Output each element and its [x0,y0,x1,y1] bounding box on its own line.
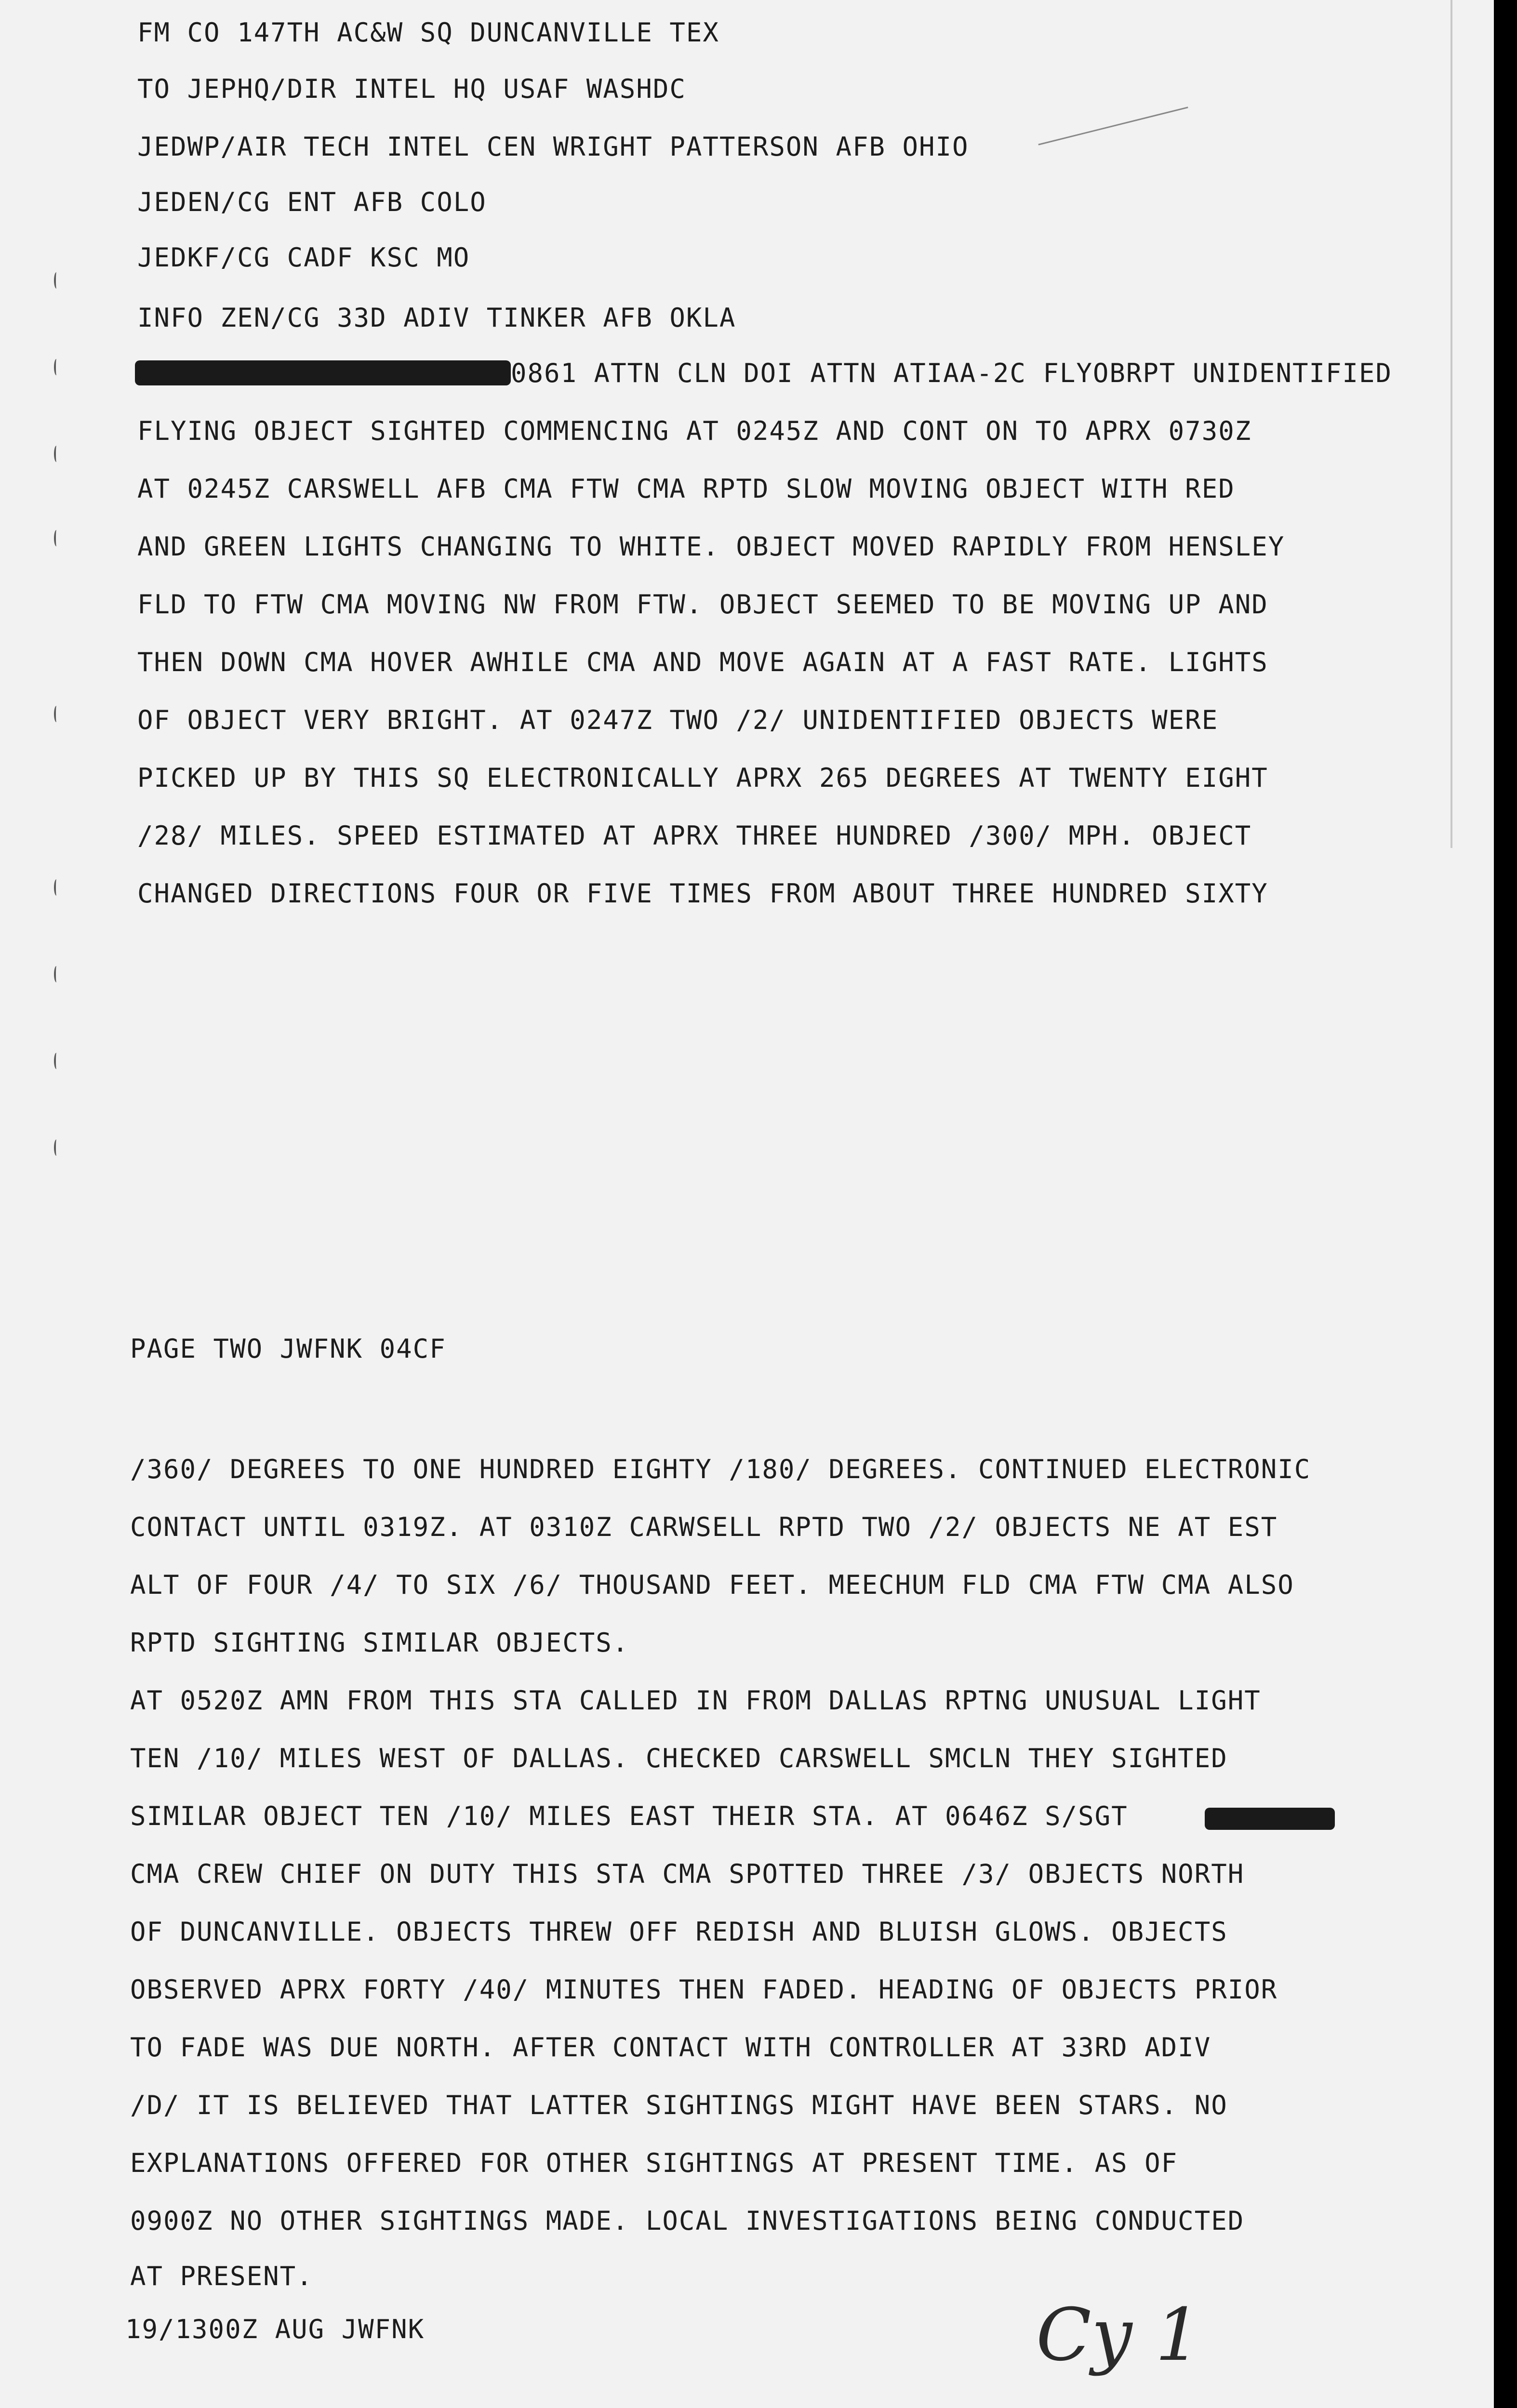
body-line: AT 0520Z AMN FROM THIS STA CALLED IN FROM DALLAS RPTNG UNUSUAL LIGHT [130,1685,1261,1716]
margin-mark [54,446,59,462]
body-line: /28/ MILES. SPEED ESTIMATED AT APRX THREE HUNDRED /300/ MPH. OBJECT [137,820,1252,851]
body-line: /360/ DEGREES TO ONE HUNDRED EIGHTY /180/ DEGREES. CONTINUED ELECTRONIC [130,1454,1311,1484]
body-line: AT 0245Z CARSWELL AFB CMA FTW CMA RPTD SLOW MOVING OBJECT WITH RED [137,474,1235,504]
body-line: FLYING OBJECT SIGHTED COMMENCING AT 0245Z AND CONT ON TO APRX 0730Z [137,416,1252,446]
body-line: CHANGED DIRECTIONS FOUR OR FIVE TIMES FROM ABOUT THREE HUNDRED SIXTY [137,878,1268,909]
to-line: TO JEPHQ/DIR INTEL HQ USAF WASHDC [137,74,686,104]
margin-mark [54,706,59,722]
body-line: CONTACT UNTIL 0319Z. AT 0310Z CARWSELL RPTD TWO /2/ OBJECTS NE AT EST [130,1512,1278,1542]
body-line: OF DUNCANVILLE. OBJECTS THREW OFF REDISH AND BLUISH GLOWS. OBJECTS [130,1917,1228,1947]
body-line: CMA CREW CHIEF ON DUTY THIS STA CMA SPOTTED THREE /3/ OBJECTS NORTH [130,1859,1245,1889]
handwritten-signature: Cy 1 [1036,2293,1201,2377]
body-line: OBSERVED APRX FORTY /40/ MINUTES THEN FADED. HEADING OF OBJECTS PRIOR [130,1974,1278,2005]
date-time-group: 19/1300Z AUG JWFNK [125,2314,425,2344]
body-line: 0900Z NO OTHER SIGHTINGS MADE. LOCAL INVESTIGATIONS BEING CONDUCTED [130,2206,1245,2236]
margin-mark [54,966,59,982]
redaction-block [1205,1808,1335,1830]
page-edge-rule [1450,0,1452,848]
body-line: SIMILAR OBJECT TEN /10/ MILES EAST THEIR STA. AT 0646Z S/SGT [130,1801,1128,1831]
body-line: /D/ IT IS BELIEVED THAT LATTER SIGHTINGS MIGHT HAVE BEEN STARS. NO [130,2090,1228,2120]
redaction-block [135,360,511,385]
margin-mark [54,272,59,289]
body-line: AT PRESENT. [130,2261,313,2291]
body-line: 0861 ATTN CLN DOI ATTN ATIAA-2C FLYOBRPT UNIDENTIFIED [511,358,1393,388]
margin-mark [54,1139,59,1156]
margin-mark [54,359,59,375]
addressee-line: JEDEN/CG ENT AFB COLO [137,187,487,217]
info-line: INFO ZEN/CG 33D ADIV TINKER AFB OKLA [137,303,736,333]
page-two-heading: PAGE TWO JWFNK 04CF [130,1334,446,1364]
from-line: FM CO 147TH AC&W SQ DUNCANVILLE TEX [137,17,719,48]
pen-scratch-mark [1038,106,1188,145]
body-line: ALT OF FOUR /4/ TO SIX /6/ THOUSAND FEET. MEECHUM FLD CMA FTW CMA ALSO [130,1570,1294,1600]
body-line: THEN DOWN CMA HOVER AWHILE CMA AND MOVE AGAIN AT A FAST RATE. LIGHTS [137,647,1268,677]
body-line: AND GREEN LIGHTS CHANGING TO WHITE. OBJECT MOVED RAPIDLY FROM HENSLEY [137,531,1285,562]
body-line: OF OBJECT VERY BRIGHT. AT 0247Z TWO /2/ UNIDENTIFIED OBJECTS WERE [137,705,1219,735]
body-line: TEN /10/ MILES WEST OF DALLAS. CHECKED CARSWELL SMCLN THEY SIGHTED [130,1743,1228,1773]
addressee-line: JEDWP/AIR TECH INTEL CEN WRIGHT PATTERSON AFB OHIO [137,132,969,162]
margin-mark [54,879,59,896]
body-line: RPTD SIGHTING SIMILAR OBJECTS. [130,1627,629,1658]
body-line: PICKED UP BY THIS SQ ELECTRONICALLY APRX 265 DEGREES AT TWENTY EIGHT [137,763,1268,793]
addressee-line: JEDKF/CG CADF KSC MO [137,242,470,273]
margin-mark [54,530,59,546]
margin-mark [54,1053,59,1069]
body-line: FLD TO FTW CMA MOVING NW FROM FTW. OBJECT SEEMED TO BE MOVING UP AND [137,589,1268,620]
body-line: TO FADE WAS DUE NORTH. AFTER CONTACT WITH CONTROLLER AT 33RD ADIV [130,2032,1211,2063]
body-line: EXPLANATIONS OFFERED FOR OTHER SIGHTINGS AT PRESENT TIME. AS OF [130,2148,1178,2178]
